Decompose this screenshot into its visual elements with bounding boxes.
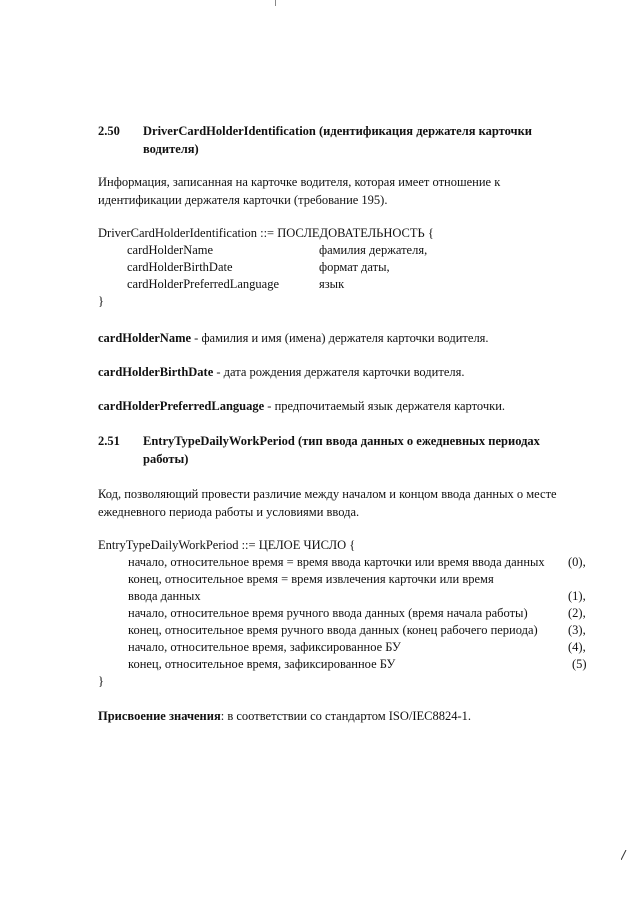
definition-open-2-51: EntryTypeDailyWorkPeriod ::= ЦЕЛОЕ ЧИСЛО { [98, 538, 356, 552]
description-term: cardHolderBirthDate [98, 365, 214, 379]
section-title-2-51-line2: работы) [143, 452, 189, 466]
field-type: формат даты, [319, 260, 390, 274]
enum-entry-text: начало, относительное время = время ввода карточки или время ввода данных [128, 555, 545, 569]
enum-entry-code: (5) [572, 657, 587, 671]
definition-open-2-50: DriverCardHolderIdentification ::= ПОСЛЕДОВАТЕЛЬНОСТЬ { [98, 226, 434, 240]
enum-entry-text: конец, относительное время, зафиксированное БУ [128, 657, 396, 671]
description-term: cardHolderName [98, 331, 192, 345]
enum-entry-text: ввода данных [128, 589, 201, 603]
field-type: фамилия держателя, [319, 243, 428, 257]
paragraph-2-50-line1: Информация, записанная на карточке водителя, которая имеет отношение к [98, 175, 501, 189]
enum-entry-text: конец, относительное время ручного ввода данных (конец рабочего периода) [128, 623, 538, 637]
enum-entry-code: (1), [568, 589, 586, 603]
paragraph-2-51-line2: ежедневного периода работы и условиями ввода. [98, 505, 360, 519]
field-name: cardHolderBirthDate [127, 260, 233, 274]
enum-entry-text: начало, относительное время, зафиксированное БУ [128, 640, 401, 654]
description-line [98, 365, 464, 380]
section-title-2-51-line1: EntryTypeDailyWorkPeriod (тип ввода данных о ежедневных периодах [143, 434, 540, 448]
enum-entry-code: (2), [568, 606, 586, 620]
section-title-2-50-line2: водителя) [143, 142, 199, 156]
scan-tick-mark [275, 0, 276, 6]
description-text: - дата рождения держателя карточки водителя. [213, 365, 465, 379]
assignment-label: Присвоение значения [98, 709, 221, 723]
enum-entry-code: (0), [568, 555, 586, 569]
field-name: cardHolderName [127, 243, 214, 257]
section-number-2-50: 2.50 [98, 124, 120, 138]
description-line [98, 331, 489, 346]
enum-entry-code: (4), [568, 640, 586, 654]
section-title-2-50-line1: DriverCardHolderIdentification (идентификация держателя карточки [143, 124, 533, 138]
definition-close-2-50: } [98, 294, 104, 308]
enum-entry-code: (3), [568, 623, 586, 637]
description-text: - предпочитаемый язык держателя карточки. [264, 399, 506, 413]
paragraph-2-50-line2: идентификации держателя карточки (требование 195). [98, 193, 388, 207]
definition-close-2-51: } [98, 674, 104, 688]
paragraph-2-51-line1: Код, позволяющий провести различие между началом и концом ввода данных о месте [98, 487, 557, 501]
scan-stroke-mark [621, 850, 627, 860]
description-line [98, 399, 505, 414]
field-type: язык [319, 277, 345, 291]
assignment-line [98, 709, 471, 724]
description-term: cardHolderPreferredLanguage [98, 399, 265, 413]
section-number-2-51: 2.51 [98, 434, 120, 448]
assignment-text: : в соответствии со стандартом ISO/IEC8824-1. [220, 709, 472, 723]
enum-entry-text: начало, относительное время ручного ввода данных (время начала работы) [128, 606, 528, 620]
description-text: - фамилия и имя (имена) держателя карточки водителя. [191, 331, 489, 345]
field-name: cardHolderPreferredLanguage [127, 277, 279, 291]
enum-entry-text: конец, относительное время = время извлечения карточки или время [128, 572, 494, 586]
